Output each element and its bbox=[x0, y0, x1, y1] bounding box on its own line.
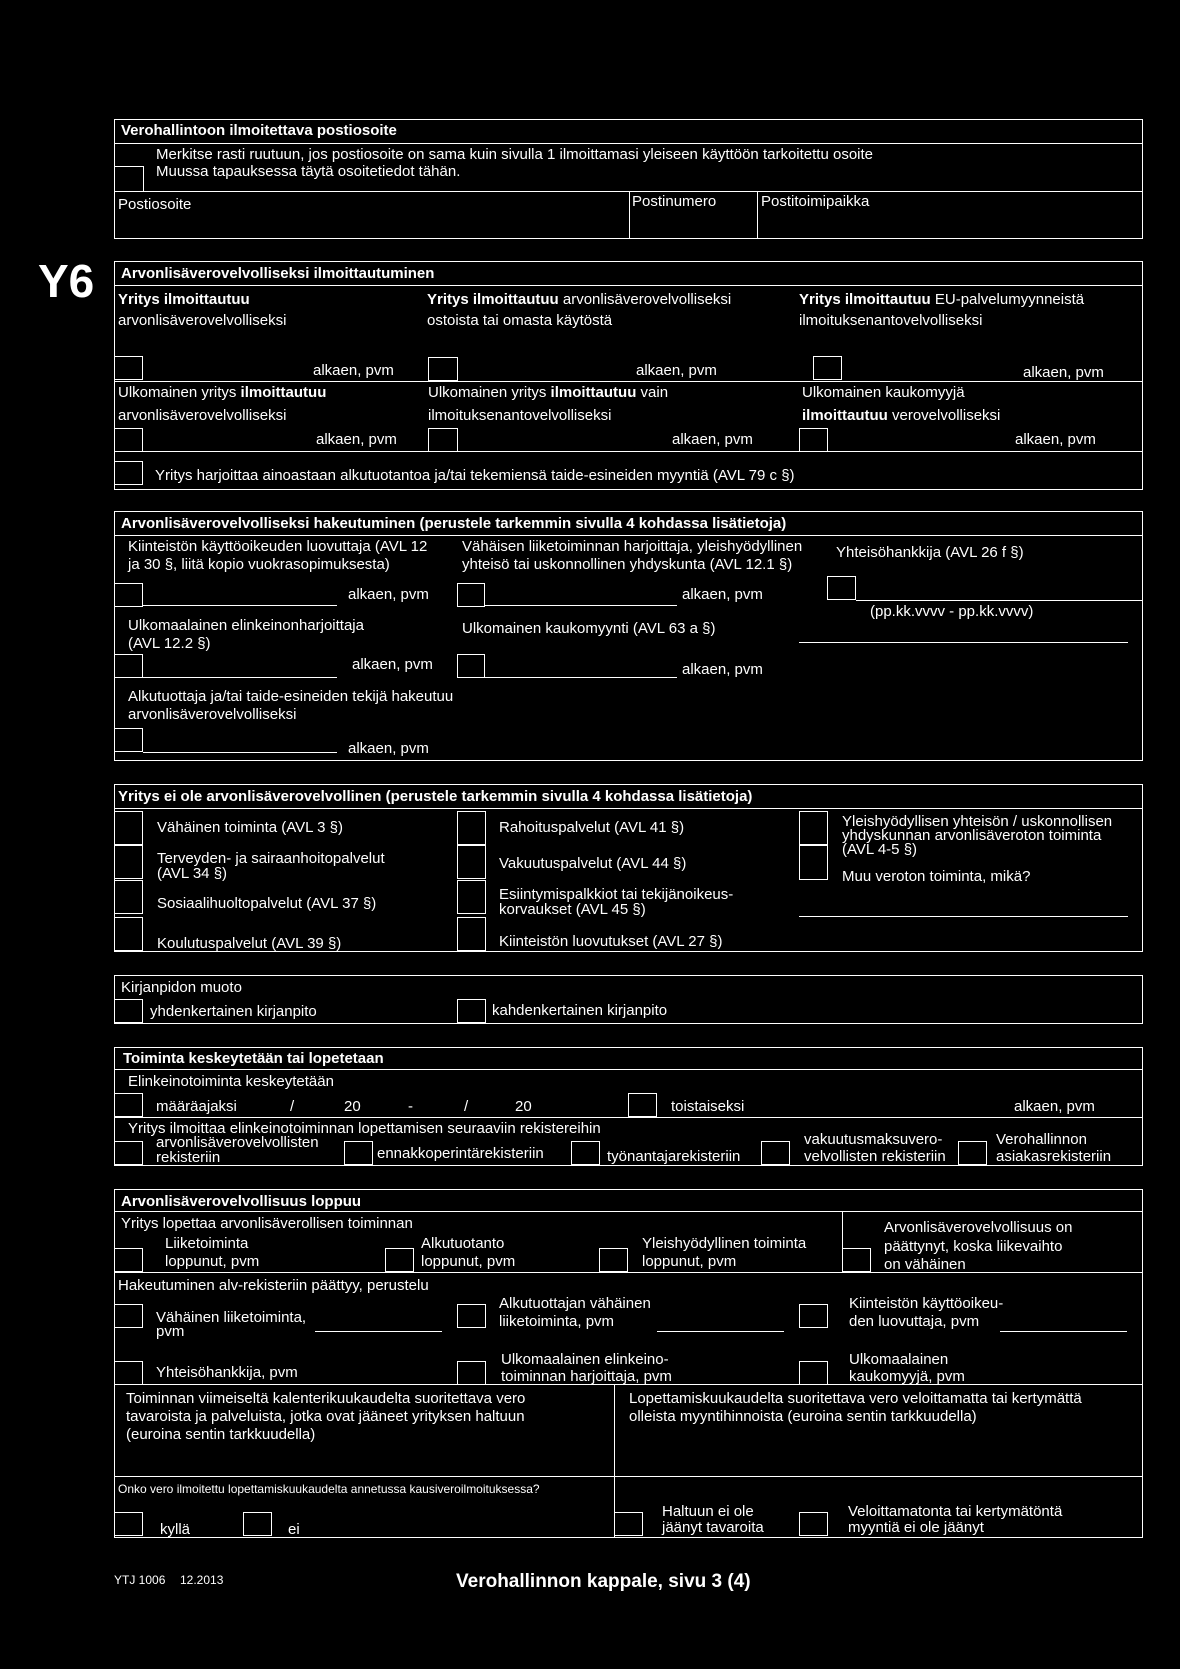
end-distance-seller-checkbox[interactable] bbox=[799, 1361, 828, 1385]
divider bbox=[114, 535, 1143, 536]
tax-sales-right-amount-field[interactable] bbox=[618, 1446, 1140, 1474]
tax-goods-left-line1: Toiminnan viimeiseltä kalenterikuukaudelta suoritettava vero bbox=[126, 1390, 526, 1407]
reg-vat-from-date: alkaen, pvm bbox=[313, 362, 394, 379]
seek-c1-line1: Alkutuottaja ja/tai taide-esineiden tekijä hakeutuu bbox=[128, 688, 454, 705]
end-distance-seller-line1: Ulkomaalainen bbox=[849, 1351, 949, 1368]
primary-production-label: Yritys harjoittaa ainoastaan alkutuotantoa ja/tai tekemiensä taide-esineiden myyntiä (AVL 79 c §) bbox=[155, 467, 795, 484]
city-label: Postitoimipaikka bbox=[761, 193, 870, 210]
suspend-dash: - bbox=[408, 1098, 413, 1115]
divider bbox=[114, 285, 1143, 286]
foreign-c2-line1: Ulkomainen yritys ilmoittautuu vain bbox=[428, 384, 669, 401]
end-primary-minor-line2: liiketoiminta, pvm bbox=[499, 1313, 615, 1330]
other-exempt-checkbox[interactable] bbox=[799, 845, 828, 880]
reg-eu-services-from-date: alkaen, pvm bbox=[1023, 364, 1104, 381]
other-exempt-label: Muu veroton toiminta, mikä? bbox=[842, 868, 1031, 885]
register-customer-line1: Verohallinnon bbox=[996, 1131, 1087, 1148]
seek-foreign-trader-checkbox[interactable] bbox=[114, 654, 143, 678]
bookkeeping-title: Kirjanpidon muoto bbox=[121, 979, 242, 996]
no-goods-left-line2: jäänyt tavaroita bbox=[662, 1519, 764, 1536]
performance-fees-checkbox[interactable] bbox=[457, 880, 486, 914]
nonprofit-ended-checkbox[interactable] bbox=[599, 1248, 628, 1272]
minor-activity-checkbox[interactable] bbox=[114, 811, 143, 845]
reg-c2-line1: Yritys ilmoittautuu arvonlisäverovelvolliseksi bbox=[427, 291, 732, 308]
no-goods-left-line1: Haltuun ei ole bbox=[662, 1503, 754, 1520]
divider bbox=[114, 1272, 1143, 1273]
register-vat-line1: arvonlisäverovelvollisten bbox=[156, 1134, 319, 1151]
property-transfers-label: Kiinteistön luovutukset (AVL 27 §) bbox=[499, 933, 723, 950]
seek-minor-business-checkbox[interactable] bbox=[457, 583, 485, 607]
end-distance-seller-line2: kaukomyyjä, pvm bbox=[849, 1368, 965, 1385]
register-prepayment-checkbox[interactable] bbox=[344, 1141, 373, 1165]
reported-no-label: ei bbox=[288, 1521, 300, 1538]
register-prepayment-label: ennakkoperintärekisteriin bbox=[377, 1145, 544, 1162]
suspend-from-date: alkaen, pvm bbox=[1014, 1098, 1095, 1115]
divider bbox=[114, 1117, 1143, 1118]
property-transfers-checkbox[interactable] bbox=[457, 917, 486, 951]
divider bbox=[114, 1211, 1143, 1212]
business-ended-line2: loppunut, pvm bbox=[165, 1253, 260, 1270]
postal-instruction-1: Merkitse rasti ruutuun, jos postiosoite on sama kuin sivulla 1 ilmoittamasi yleiseen käyttöön tarkoitettu osoite bbox=[156, 146, 874, 163]
suspend-fixed-checkbox[interactable] bbox=[114, 1093, 143, 1117]
postal-address-label: Postiosoite bbox=[118, 196, 192, 213]
insurance-services-label: Vakuutuspalvelut (AVL 44 §) bbox=[499, 855, 687, 872]
seek-distance-sales-checkbox[interactable] bbox=[457, 654, 485, 678]
seek-minor-business-date-line[interactable] bbox=[485, 605, 677, 606]
tax-goods-left-line3: (euroina sentin tarkkuudella) bbox=[126, 1426, 316, 1443]
seek-property-checkbox[interactable] bbox=[114, 583, 143, 607]
foreign-c1-line1: Ulkomainen yritys ilmoittautuu bbox=[118, 384, 327, 401]
suspend-year-2: 20 bbox=[515, 1098, 532, 1115]
end-property-date-line[interactable] bbox=[1000, 1331, 1127, 1332]
single-entry-label: yhdenkertainen kirjanpito bbox=[150, 1003, 317, 1020]
foreign-c2-line2: ilmoituksenantovelvolliseksi bbox=[428, 407, 612, 424]
end-community-acquirer-checkbox[interactable] bbox=[114, 1361, 143, 1385]
seek-period-hint: (pp.kk.vvvv - pp.kk.vvvv) bbox=[870, 603, 1034, 620]
end-primary-minor-line1: Alkutuottajan vähäinen bbox=[499, 1295, 651, 1312]
suspend-indefinite-label: toistaiseksi bbox=[671, 1098, 745, 1115]
double-entry-label: kahdenkertainen kirjanpito bbox=[492, 1002, 668, 1019]
suspend-slash-1: / bbox=[290, 1098, 295, 1115]
seek-b1-line1: Ulkomaalainen elinkeinonharjoittaja bbox=[128, 617, 364, 634]
seek-a1-line1: Kiinteistön käyttöoikeuden luovuttaja (AVL 12 bbox=[128, 538, 428, 555]
seek-a2-line1: Vähäisen liiketoiminnan harjoittaja, yleishyödyllinen bbox=[462, 538, 803, 555]
foreign-c1-line2: arvonlisäverovelvolliseksi bbox=[118, 407, 287, 424]
end-primary-minor-checkbox[interactable] bbox=[457, 1304, 486, 1328]
end-foreign-trader-line2: toiminnan harjoittaja, pvm bbox=[501, 1368, 672, 1385]
postal-address-field[interactable] bbox=[115, 212, 627, 238]
performance-fees-line1: Esiintymispalkkiot tai tekijänoikeus- bbox=[499, 886, 734, 903]
end-minor-business-line2: pvm bbox=[156, 1323, 185, 1340]
register-employer-checkbox[interactable] bbox=[571, 1141, 600, 1165]
registers-intro: Yritys ilmoittaa elinkeinotoiminnan lopettamisen seuraaviin rekistereihin bbox=[128, 1120, 601, 1137]
form-date: 12.2013 bbox=[180, 1573, 224, 1587]
foreign-c3-line1: Ulkomainen kaukomyyjä bbox=[802, 384, 965, 401]
seek-primary-producer-checkbox[interactable] bbox=[114, 728, 143, 752]
no-unbilled-sales-line1: Veloittamatonta tai kertymätöntä bbox=[848, 1503, 1063, 1520]
no-unbilled-sales-checkbox[interactable] bbox=[799, 1512, 828, 1536]
business-ended-line1: Liiketoiminta bbox=[165, 1235, 249, 1252]
reg-c2-line2: ostoista tai omasta käytöstä bbox=[427, 312, 613, 329]
divider bbox=[757, 191, 758, 239]
suspend-year-1: 20 bbox=[344, 1098, 361, 1115]
register-customer-line2: asiakasrekisteriin bbox=[996, 1148, 1112, 1165]
social-services-checkbox[interactable] bbox=[114, 880, 143, 914]
reg-c1-line2: arvonlisäverovelvolliseksi bbox=[118, 312, 287, 329]
foreign-distance-seller-checkbox[interactable] bbox=[799, 428, 828, 452]
other-exempt-line[interactable] bbox=[799, 916, 1128, 917]
reported-question: Onko vero ilmoitettu lopettamiskuukaudelta annetussa kausiveroilmoituksessa? bbox=[118, 1482, 540, 1496]
primary-ended-checkbox[interactable] bbox=[385, 1248, 414, 1272]
tax-sales-right-line1: Lopettamiskuukaudelta suoritettava vero veloittamatta tai kertymättä bbox=[629, 1390, 1082, 1407]
foreign-c3-line2: ilmoittautuu verovelvolliseksi bbox=[802, 407, 1001, 424]
divider bbox=[114, 808, 1143, 809]
end-primary-minor-date-line[interactable] bbox=[657, 1331, 784, 1332]
reported-yes-checkbox[interactable] bbox=[114, 1512, 143, 1536]
foreign-vat-checkbox[interactable] bbox=[114, 428, 143, 452]
vat-registration-title: Arvonlisäverovelvolliseksi ilmoittautuminen bbox=[121, 265, 435, 282]
nonprofit-ended-line1: Yleishyödyllinen toiminta bbox=[642, 1235, 807, 1252]
nonprofit-exempt-checkbox[interactable] bbox=[799, 811, 828, 845]
seek-end-label: Hakeutuminen alv-rekisteriin päättyy, perustelu bbox=[118, 1277, 429, 1294]
end-minor-business-date-line[interactable] bbox=[315, 1331, 442, 1332]
seek-distance-sales-date-line[interactable] bbox=[485, 677, 677, 678]
insurance-services-checkbox[interactable] bbox=[457, 845, 486, 879]
reported-no-checkbox[interactable] bbox=[243, 1512, 272, 1536]
health-services-checkbox[interactable] bbox=[114, 845, 143, 879]
reg-vat-checkbox[interactable] bbox=[114, 356, 143, 380]
divider bbox=[114, 451, 1143, 452]
seek-primary-producer-from-date: alkaen, pvm bbox=[348, 740, 429, 757]
suspend-subtitle: Elinkeinotoiminta keskeytetään bbox=[128, 1073, 334, 1090]
performance-fees-line2: korvaukset (AVL 45 §) bbox=[499, 901, 646, 918]
tax-sales-right-line2: olleista myyntihinnoista (euroina sentin tarkkuudella) bbox=[629, 1408, 977, 1425]
reg-c3-line2: ilmoituksenantovelvolliseksi bbox=[799, 312, 983, 329]
health-services-line1: Terveyden- ja sairaanhoitopalvelut bbox=[157, 850, 385, 867]
postal-instruction-2: Muussa tapauksessa täytä osoitetiedot tähän. bbox=[156, 163, 461, 180]
reported-yes-label: kyllä bbox=[160, 1521, 191, 1538]
small-turnover-line2: päättynyt, koska liikevaihto bbox=[884, 1238, 1063, 1255]
seek-primary-producer-date-line[interactable] bbox=[143, 752, 337, 753]
not-liable-title: Yritys ei ole arvonlisäverovelvollinen (perustele tarkemmin sivulla 4 kohdassa lisätietoja) bbox=[118, 788, 753, 805]
nonprofit-ended-line2: loppunut, pvm bbox=[642, 1253, 737, 1270]
register-insurance-tax-checkbox[interactable] bbox=[761, 1141, 790, 1165]
same-address-checkbox[interactable] bbox=[114, 166, 144, 192]
foreign-reporting-checkbox[interactable] bbox=[428, 428, 458, 452]
end-foreign-trader-checkbox[interactable] bbox=[457, 1361, 486, 1385]
reg-purchases-from-date: alkaen, pvm bbox=[636, 362, 717, 379]
postcode-field[interactable] bbox=[631, 212, 755, 238]
city-field[interactable] bbox=[759, 212, 1141, 238]
seek-foreign-trader-from-date: alkaen, pvm bbox=[352, 656, 433, 673]
education-services-checkbox[interactable] bbox=[114, 917, 143, 951]
health-services-line2: (AVL 34 §) bbox=[157, 865, 228, 882]
minor-activity-label: Vähäinen toiminta (AVL 3 §) bbox=[157, 819, 343, 836]
suspend-title: Toiminta keskeytetään tai lopetetaan bbox=[123, 1050, 384, 1067]
seek-community-acquirer-checkbox[interactable] bbox=[827, 576, 856, 600]
seek-b2-label: Ulkomainen kaukomyynti (AVL 63 a §) bbox=[462, 620, 716, 637]
register-customer-checkbox[interactable] bbox=[958, 1141, 987, 1165]
end-community-acquirer-label: Yhteisöhankkija, pvm bbox=[156, 1364, 298, 1381]
suspend-fixed-label: määräajaksi bbox=[156, 1098, 237, 1115]
end-minor-business-line1: Vähäinen liiketoiminta, bbox=[156, 1309, 307, 1326]
primary-ended-line1: Alkutuotanto bbox=[421, 1235, 505, 1252]
register-vat-checkbox[interactable] bbox=[114, 1141, 143, 1165]
end-property-line1: Kiinteistön käyttöoikeu- bbox=[849, 1295, 1004, 1312]
section-code-y6: Y6 bbox=[38, 255, 95, 307]
end-property-checkbox[interactable] bbox=[799, 1304, 828, 1328]
reg-c3-line1: Yritys ilmoittautuu EU-palvelumyynneistä bbox=[799, 291, 1085, 308]
end-foreign-trader-line1: Ulkomaalainen elinkeino- bbox=[501, 1351, 669, 1368]
single-entry-checkbox[interactable] bbox=[114, 999, 143, 1023]
divider bbox=[114, 143, 1143, 144]
divider bbox=[629, 191, 630, 239]
seek-property-from-date: alkaen, pvm bbox=[348, 586, 429, 603]
register-employer-label: työnantajarekisteriin bbox=[607, 1148, 741, 1165]
vat-seek-title: Arvonlisäverovelvolliseksi hakeutuminen (perustele tarkemmin sivulla 4 kohdassa lisätietoja) bbox=[121, 515, 787, 532]
seek-a3-label: Yhteisöhankkija (AVL 26 f §) bbox=[836, 544, 1024, 561]
register-insurance-tax-line2: velvollisten rekisteriin bbox=[804, 1148, 946, 1165]
page-footer-title: Verohallinnon kappale, sivu 3 (4) bbox=[456, 1571, 751, 1592]
small-turnover-checkbox[interactable] bbox=[842, 1248, 871, 1272]
tax-goods-left-line2: tavaroista ja palveluista, jotka ovat jääneet yrityksen haltuun bbox=[126, 1408, 525, 1425]
foreign-reporting-from-date: alkaen, pvm bbox=[672, 431, 753, 448]
divider bbox=[114, 381, 1143, 382]
postcode-label: Postinumero bbox=[632, 193, 717, 210]
end-minor-business-checkbox[interactable] bbox=[114, 1304, 143, 1328]
suspend-slash-2: / bbox=[464, 1098, 469, 1115]
seek-community-acquirer-period-line[interactable] bbox=[799, 642, 1128, 643]
financial-services-label: Rahoituspalvelut (AVL 41 §) bbox=[499, 819, 685, 836]
seek-property-date-line[interactable] bbox=[143, 605, 337, 606]
small-turnover-line1: Arvonlisäverovelvollisuus on bbox=[884, 1219, 1073, 1236]
suspend-indefinite-checkbox[interactable] bbox=[628, 1093, 657, 1117]
seek-b1-line2: (AVL 12.2 §) bbox=[128, 635, 211, 652]
seek-a2-line2: yhteisö tai uskonnollinen yhdyskunta (AVL 12.1 §) bbox=[462, 556, 793, 573]
form-code: YTJ 1006 bbox=[114, 1573, 166, 1587]
social-services-label: Sosiaalihuoltopalvelut (AVL 37 §) bbox=[157, 895, 377, 912]
foreign-vat-from-date: alkaen, pvm bbox=[316, 431, 397, 448]
seek-community-acquirer-date-line[interactable] bbox=[856, 600, 1142, 601]
register-insurance-tax-line1: vakuutusmaksuvero- bbox=[804, 1131, 943, 1148]
tax-goods-left-amount-field[interactable] bbox=[118, 1446, 610, 1474]
financial-services-checkbox[interactable] bbox=[457, 811, 486, 845]
nonprofit-exempt-line3: (AVL 4-5 §) bbox=[842, 841, 918, 858]
foreign-distance-seller-from-date: alkaen, pvm bbox=[1015, 431, 1096, 448]
education-services-label: Koulutuspalvelut (AVL 39 §) bbox=[157, 935, 342, 952]
seek-c1-line2: arvonlisäverovelvolliseksi bbox=[128, 706, 297, 723]
seek-distance-sales-from-date: alkaen, pvm bbox=[682, 661, 763, 678]
seek-a1-line2: ja 30 §, liitä kopio vuokrasopimuksesta) bbox=[128, 556, 390, 573]
seek-minor-business-from-date: alkaen, pvm bbox=[682, 586, 763, 603]
seek-foreign-trader-date-line[interactable] bbox=[143, 677, 337, 678]
divider bbox=[114, 1384, 1143, 1385]
no-goods-left-checkbox[interactable] bbox=[614, 1512, 643, 1536]
nonprofit-exempt-line1: Yleishyödyllisen yhteisön / uskonnollisen bbox=[842, 813, 1113, 830]
liability-ends-title: Arvonlisäverovelvollisuus loppuu bbox=[121, 1193, 362, 1210]
primary-ended-line2: loppunut, pvm bbox=[421, 1253, 516, 1270]
reg-c1-bold: Yritys ilmoittautuu bbox=[118, 291, 250, 308]
small-turnover-line3: on vähäinen bbox=[884, 1256, 966, 1273]
reg-purchases-checkbox[interactable] bbox=[428, 357, 458, 381]
double-entry-checkbox[interactable] bbox=[457, 999, 486, 1023]
end-property-line2: den luovuttaja, pvm bbox=[849, 1313, 980, 1330]
nonprofit-exempt-line2: yhdyskunnan arvonlisäveroton toiminta bbox=[842, 827, 1102, 844]
company-stops-label: Yritys lopettaa arvonlisäverollisen toiminnan bbox=[121, 1215, 413, 1232]
divider bbox=[114, 1476, 1143, 1477]
business-ended-checkbox[interactable] bbox=[114, 1248, 143, 1272]
no-unbilled-sales-line2: myyntiä ei ole jäänyt bbox=[848, 1519, 984, 1536]
divider bbox=[114, 1069, 1143, 1070]
register-vat-line2: rekisteriin bbox=[156, 1149, 221, 1166]
primary-production-checkbox[interactable] bbox=[114, 461, 143, 485]
postal-section-title: Verohallintoon ilmoitettava postiosoite bbox=[121, 122, 397, 139]
reg-eu-services-checkbox[interactable] bbox=[813, 356, 842, 380]
